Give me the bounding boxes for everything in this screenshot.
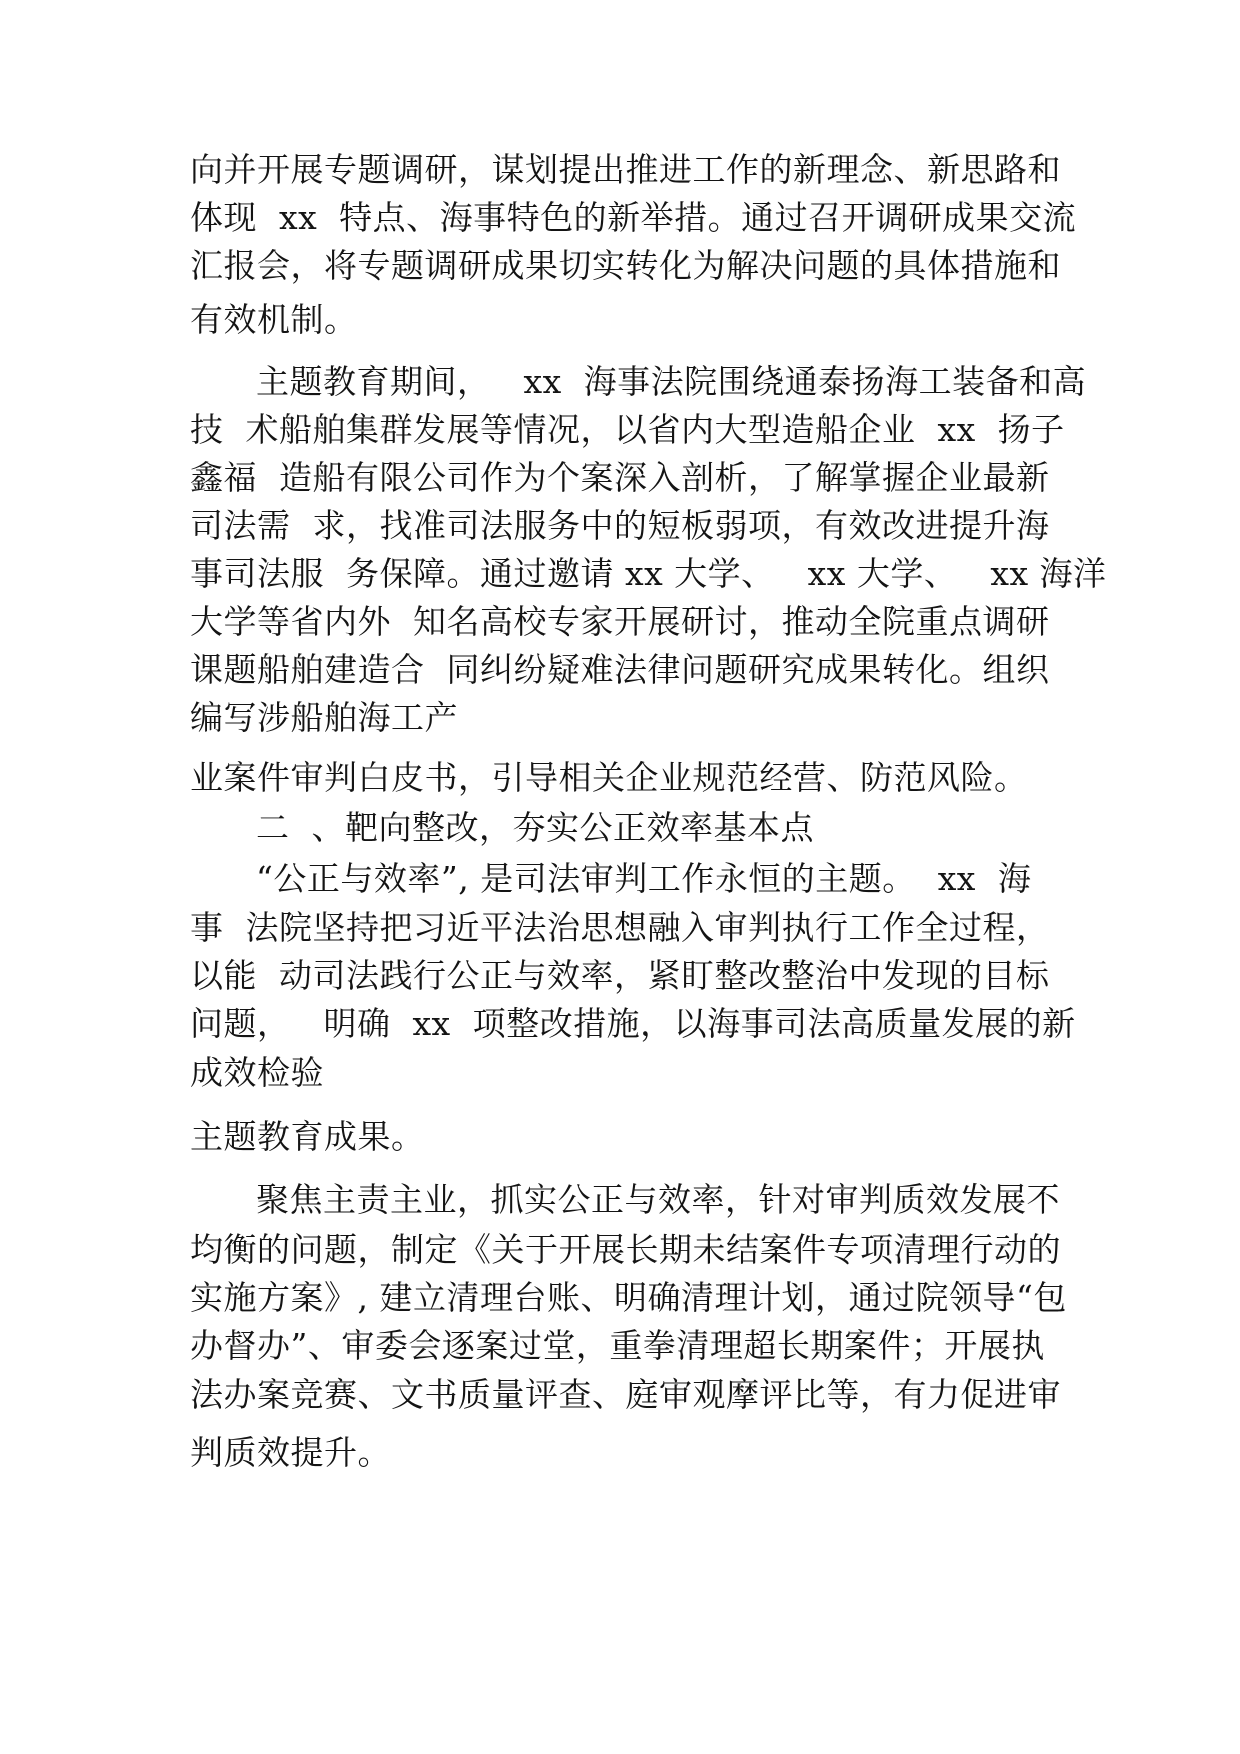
paragraph-line: 有效机制。 xyxy=(190,300,358,339)
paragraph-line: 汇报会，将专题调研成果切实转化为解决问题的具体措施和 xyxy=(190,246,1061,285)
paragraph-line: 技 术船舶集群发展等情况，以省内大型造船企业 xx 扬子 xyxy=(190,410,1065,449)
paragraph-line: 判质效提升。 xyxy=(190,1433,391,1472)
paragraph-line: 司法需 求，找准司法服务中的短板弱项，有效改进提升海 xyxy=(190,506,1050,545)
paragraph-line: 均衡的问题，制定《关于开展长期未结案件专项清理行动的 xyxy=(190,1230,1061,1269)
paragraph-line: 聚焦主责主业，抓实公正与效率，针对审判质效发展不 xyxy=(256,1180,1060,1219)
paragraph-line: 成效检验 xyxy=(190,1053,324,1092)
paragraph-line: 事司法服 务保障。通过邀请 xx 大学、 xx 大学、 xx 海洋 xyxy=(190,554,1107,593)
paragraph-line: 实施方案》, 建立清理台账、明确清理计划，通过院领导“包 xyxy=(190,1278,1067,1317)
section-heading: 二 、靶向整改，夯实公正效率基本点 xyxy=(256,808,814,847)
paragraph-line: 业案件审判白皮书，引导相关企业规范经营、防范风险。 xyxy=(190,758,1028,797)
paragraph-line: 体现 xx 特点、海事特色的新举措。通过召开调研成果交流 xyxy=(190,198,1077,237)
paragraph-line: 编写涉船舶海工产 xyxy=(190,698,458,737)
paragraph-line: 以能 动司法践行公正与效率，紧盯整改整治中发现的目标 xyxy=(190,956,1050,995)
paragraph-line: 主题教育期间， xx 海事法院围绕通泰扬海工装备和高 xyxy=(256,362,1087,401)
paragraph-line: 向并开展专题调研，谋划提出推进工作的新理念、新思路和 xyxy=(190,150,1061,189)
paragraph-line: 课题船舶建造合 同纠纷疑难法律问题研究成果转化。组织 xyxy=(190,650,1050,689)
paragraph-line: 主题教育成果。 xyxy=(190,1117,425,1156)
paragraph-line: “公正与效率”, 是司法审判工作永恒的主题。 xx 海 xyxy=(256,859,1032,898)
paragraph-line: 问题， 明确 xx 项整改措施，以海事司法高质量发展的新 xyxy=(190,1004,1076,1043)
paragraph-line: 大学等省内外 知名高校专家开展研讨，推动全院重点调研 xyxy=(190,602,1050,641)
paragraph-line: 事 法院坚持把习近平法治思想融入审判执行工作全过程， xyxy=(190,908,1050,947)
paragraph-line: 鑫福 造船有限公司作为个案深入剖析，了解掌握企业最新 xyxy=(190,458,1050,497)
paragraph-line: 办督办”、审委会逐案过堂，重拳清理超长期案件；开展执 xyxy=(190,1326,1045,1365)
paragraph-line: 法办案竞赛、文书质量评查、庭审观摩评比等，有力促进审 xyxy=(190,1375,1061,1414)
